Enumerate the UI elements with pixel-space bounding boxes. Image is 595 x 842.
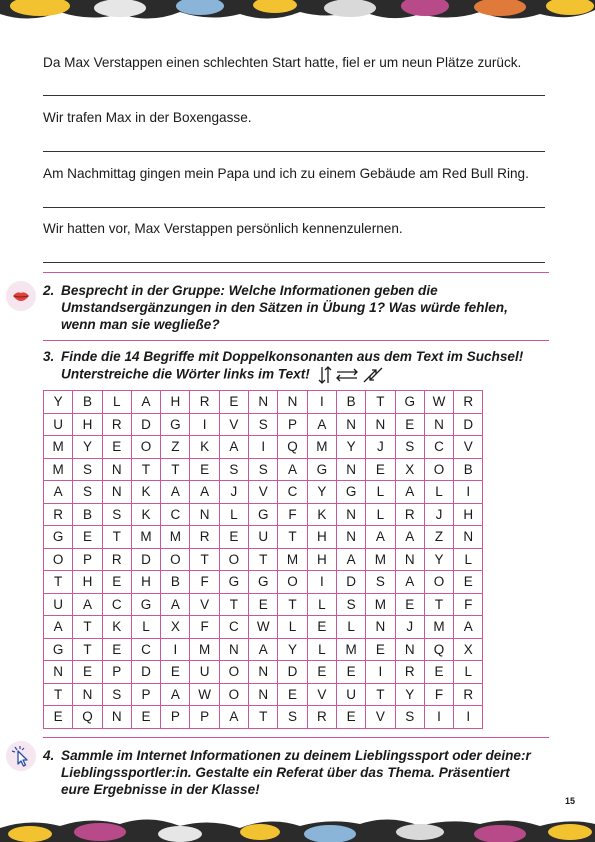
- task-4: [43, 747, 563, 798]
- grid-cell[interactable]: R: [44, 503, 73, 526]
- grid-cell[interactable]: E: [73, 526, 102, 549]
- grid-cell[interactable]: K: [131, 481, 160, 504]
- grid-cell[interactable]: E: [190, 458, 219, 481]
- grid-cell[interactable]: E: [424, 661, 453, 684]
- grid-cell[interactable]: C: [131, 638, 160, 661]
- sentence-2: Wir trafen Max in der Boxengasse.: [43, 110, 252, 125]
- grid-cell[interactable]: S: [219, 458, 248, 481]
- grid-cell[interactable]: T: [190, 548, 219, 571]
- grid-cell[interactable]: B: [161, 571, 190, 594]
- grid-row: [44, 683, 483, 706]
- grid-cell[interactable]: U: [44, 593, 73, 616]
- grid-cell[interactable]: O: [219, 548, 248, 571]
- grid-cell[interactable]: K: [307, 503, 336, 526]
- grid-cell[interactable]: C: [102, 593, 131, 616]
- grid-cell[interactable]: Z: [161, 436, 190, 459]
- grid-cell[interactable]: P: [102, 661, 131, 684]
- grid-cell[interactable]: D: [131, 661, 160, 684]
- grid-cell[interactable]: N: [366, 616, 395, 639]
- grid-cell[interactable]: S: [249, 458, 278, 481]
- grid-row: [44, 638, 483, 661]
- grid-cell[interactable]: O: [131, 436, 160, 459]
- grid-cell[interactable]: N: [73, 683, 102, 706]
- grid-cell[interactable]: F: [278, 503, 307, 526]
- grid-cell[interactable]: A: [161, 481, 190, 504]
- word-search-grid: [43, 390, 483, 729]
- grid-cell[interactable]: W: [249, 616, 278, 639]
- grid-cell[interactable]: C: [424, 436, 453, 459]
- grid-cell[interactable]: Y: [73, 436, 102, 459]
- grid-cell[interactable]: N: [249, 683, 278, 706]
- grid-cell[interactable]: T: [73, 616, 102, 639]
- grid-cell[interactable]: E: [307, 616, 336, 639]
- grid-cell[interactable]: I: [454, 706, 483, 729]
- grid-cell[interactable]: X: [395, 458, 424, 481]
- grid-cell[interactable]: V: [249, 481, 278, 504]
- grid-cell[interactable]: Y: [424, 548, 453, 571]
- grid-cell[interactable]: L: [219, 503, 248, 526]
- grid-row: [44, 391, 483, 414]
- grid-cell[interactable]: A: [336, 548, 365, 571]
- grid-cell[interactable]: O: [161, 548, 190, 571]
- grid-cell[interactable]: A: [249, 638, 278, 661]
- grid-cell[interactable]: A: [278, 458, 307, 481]
- task-4-line: Lieblingssportler:in. Gestalte ein Referat über das Thema. Präsentiert: [61, 765, 510, 780]
- task-3-line: Unterstreiche die Wörter links im Text!: [61, 366, 310, 382]
- grid-cell[interactable]: H: [131, 571, 160, 594]
- grid-cell[interactable]: I: [454, 481, 483, 504]
- grid-cell[interactable]: V: [219, 413, 248, 436]
- grid-cell[interactable]: E: [102, 436, 131, 459]
- grid-cell[interactable]: H: [161, 391, 190, 414]
- grid-cell[interactable]: G: [395, 391, 424, 414]
- grid-cell[interactable]: P: [131, 683, 160, 706]
- answer-line[interactable]: [43, 207, 545, 208]
- grid-cell[interactable]: I: [249, 436, 278, 459]
- grid-cell[interactable]: C: [278, 481, 307, 504]
- grid-cell[interactable]: S: [336, 593, 365, 616]
- grid-cell[interactable]: F: [190, 571, 219, 594]
- task-3-line: Finde die 14 Begriffe mit Doppelkonsonanten aus dem Text im Suchsel!: [61, 349, 524, 364]
- grid-cell[interactable]: O: [424, 571, 453, 594]
- grid-cell[interactable]: E: [161, 661, 190, 684]
- grid-cell[interactable]: N: [278, 391, 307, 414]
- grid-cell[interactable]: M: [44, 436, 73, 459]
- grid-cell[interactable]: L: [424, 481, 453, 504]
- grid-row: [44, 616, 483, 639]
- grid-row: [44, 458, 483, 481]
- grid-row: [44, 526, 483, 549]
- grid-cell[interactable]: E: [336, 661, 365, 684]
- grid-cell[interactable]: L: [278, 616, 307, 639]
- section-divider: [43, 737, 549, 738]
- grid-cell[interactable]: G: [249, 571, 278, 594]
- grid-cell[interactable]: M: [424, 616, 453, 639]
- grid-cell[interactable]: E: [395, 593, 424, 616]
- grid-cell[interactable]: N: [366, 413, 395, 436]
- grid-cell[interactable]: T: [219, 593, 248, 616]
- grid-cell[interactable]: E: [366, 458, 395, 481]
- grid-row: [44, 593, 483, 616]
- task-4-line: Sammle im Internet Informationen zu deinem Lieblingssport oder deine:r: [61, 748, 531, 763]
- grid-cell[interactable]: A: [44, 481, 73, 504]
- grid-cell[interactable]: X: [161, 616, 190, 639]
- grid-row: [44, 571, 483, 594]
- grid-cell[interactable]: I: [161, 638, 190, 661]
- task-number: 2.: [43, 283, 55, 298]
- grid-cell[interactable]: D: [278, 661, 307, 684]
- grid-cell[interactable]: B: [336, 391, 365, 414]
- grid-cell[interactable]: R: [395, 661, 424, 684]
- task-2-line: Umstandsergänzungen in den Sätzen in Übung 1? Was würde fehlen,: [61, 300, 508, 315]
- grid-cell[interactable]: R: [454, 391, 483, 414]
- grid-cell[interactable]: N: [249, 391, 278, 414]
- grid-cell[interactable]: R: [102, 413, 131, 436]
- grid-cell[interactable]: R: [307, 706, 336, 729]
- grid-cell[interactable]: T: [249, 548, 278, 571]
- grid-cell[interactable]: A: [44, 616, 73, 639]
- grid-cell[interactable]: D: [454, 413, 483, 436]
- grid-cell[interactable]: E: [219, 391, 248, 414]
- grid-cell[interactable]: N: [102, 458, 131, 481]
- cursor-click-icon: [6, 741, 36, 771]
- answer-line[interactable]: [43, 151, 545, 152]
- grid-cell[interactable]: G: [161, 413, 190, 436]
- grid-cell[interactable]: N: [44, 661, 73, 684]
- grid-cell[interactable]: Q: [73, 706, 102, 729]
- grid-cell[interactable]: Y: [307, 481, 336, 504]
- grid-cell[interactable]: E: [102, 638, 131, 661]
- grid-cell[interactable]: J: [424, 503, 453, 526]
- grid-cell[interactable]: P: [190, 706, 219, 729]
- task-number: 4.: [43, 748, 55, 763]
- grid-cell[interactable]: K: [190, 436, 219, 459]
- grid-cell[interactable]: S: [278, 706, 307, 729]
- grid-cell[interactable]: N: [395, 638, 424, 661]
- grid-cell[interactable]: E: [336, 706, 365, 729]
- grid-cell[interactable]: Q: [278, 436, 307, 459]
- grid-cell[interactable]: N: [190, 503, 219, 526]
- grid-cell[interactable]: E: [44, 706, 73, 729]
- grid-cell[interactable]: E: [395, 413, 424, 436]
- grid-cell[interactable]: A: [454, 616, 483, 639]
- grid-cell[interactable]: K: [131, 503, 160, 526]
- grid-cell[interactable]: I: [307, 391, 336, 414]
- grid-row: [44, 661, 483, 684]
- grid-cell[interactable]: H: [307, 526, 336, 549]
- grid-cell[interactable]: Y: [44, 391, 73, 414]
- sentence-1: Da Max Verstappen einen schlechten Start hatte, fiel er um neun Plätze zurück.: [43, 55, 522, 70]
- grid-cell[interactable]: G: [44, 638, 73, 661]
- grid-cell[interactable]: G: [131, 593, 160, 616]
- top-decorative-border: [0, 0, 595, 24]
- grid-cell[interactable]: G: [307, 458, 336, 481]
- grid-cell[interactable]: M: [190, 638, 219, 661]
- grid-row: [44, 413, 483, 436]
- task-2-line: Besprecht in der Gruppe: Welche Informationen geben die: [61, 283, 438, 298]
- grid-cell[interactable]: W: [424, 391, 453, 414]
- grid-cell[interactable]: T: [366, 391, 395, 414]
- grid-cell[interactable]: O: [219, 683, 248, 706]
- sentence-4: Wir hatten vor, Max Verstappen persönlich kennenzulernen.: [43, 221, 403, 236]
- grid-cell[interactable]: R: [190, 526, 219, 549]
- mouth-icon: [6, 281, 36, 311]
- grid-cell[interactable]: Y: [336, 436, 365, 459]
- grid-cell[interactable]: O: [44, 548, 73, 571]
- grid-cell[interactable]: N: [336, 503, 365, 526]
- grid-cell[interactable]: B: [73, 391, 102, 414]
- grid-cell[interactable]: V: [454, 436, 483, 459]
- task-2-line: wenn man sie wegließe?: [61, 317, 220, 332]
- grid-row: [44, 503, 483, 526]
- grid-cell[interactable]: A: [219, 706, 248, 729]
- grid-cell[interactable]: P: [278, 413, 307, 436]
- grid-cell[interactable]: G: [219, 571, 248, 594]
- grid-cell[interactable]: R: [190, 391, 219, 414]
- grid-cell[interactable]: T: [102, 526, 131, 549]
- grid-cell[interactable]: A: [395, 481, 424, 504]
- grid-cell[interactable]: A: [190, 481, 219, 504]
- grid-cell[interactable]: N: [219, 638, 248, 661]
- grid-cell[interactable]: M: [161, 526, 190, 549]
- grid-cell[interactable]: S: [395, 706, 424, 729]
- grid-cell[interactable]: S: [102, 503, 131, 526]
- diagonal-arrows-icon: [362, 366, 384, 384]
- grid-cell[interactable]: K: [102, 616, 131, 639]
- grid-cell[interactable]: G: [336, 481, 365, 504]
- vertical-arrows-icon: [318, 365, 332, 385]
- grid-cell[interactable]: Q: [424, 638, 453, 661]
- grid-cell[interactable]: L: [307, 593, 336, 616]
- grid-cell[interactable]: O: [219, 661, 248, 684]
- grid-cell[interactable]: X: [454, 638, 483, 661]
- grid-cell[interactable]: E: [278, 683, 307, 706]
- grid-cell[interactable]: D: [131, 413, 160, 436]
- grid-cell[interactable]: Y: [278, 638, 307, 661]
- grid-cell[interactable]: E: [131, 706, 160, 729]
- grid-cell[interactable]: T: [366, 683, 395, 706]
- grid-cell[interactable]: L: [454, 661, 483, 684]
- grid-cell[interactable]: Z: [424, 526, 453, 549]
- grid-cell[interactable]: D: [336, 571, 365, 594]
- grid-cell[interactable]: B: [454, 458, 483, 481]
- grid-cell[interactable]: R: [102, 548, 131, 571]
- grid-cell[interactable]: I: [307, 571, 336, 594]
- grid-cell[interactable]: T: [278, 526, 307, 549]
- grid-cell[interactable]: N: [395, 548, 424, 571]
- grid-cell[interactable]: T: [44, 683, 73, 706]
- grid-cell[interactable]: A: [131, 391, 160, 414]
- grid-cell[interactable]: T: [249, 706, 278, 729]
- grid-cell[interactable]: S: [73, 458, 102, 481]
- grid-row: [44, 481, 483, 504]
- grid-cell[interactable]: B: [73, 503, 102, 526]
- grid-cell[interactable]: O: [424, 458, 453, 481]
- grid-cell[interactable]: E: [307, 661, 336, 684]
- grid-cell[interactable]: N: [336, 413, 365, 436]
- grid-cell[interactable]: T: [424, 593, 453, 616]
- grid-cell[interactable]: F: [424, 683, 453, 706]
- grid-row: [44, 436, 483, 459]
- grid-cell[interactable]: I: [366, 661, 395, 684]
- grid-cell[interactable]: H: [73, 413, 102, 436]
- grid-cell[interactable]: I: [424, 706, 453, 729]
- horizontal-arrows-icon: [335, 367, 359, 383]
- grid-cell[interactable]: D: [131, 548, 160, 571]
- grid-cell[interactable]: A: [219, 436, 248, 459]
- grid-cell[interactable]: A: [307, 413, 336, 436]
- grid-cell[interactable]: S: [249, 413, 278, 436]
- grid-cell[interactable]: T: [278, 593, 307, 616]
- grid-cell[interactable]: N: [454, 526, 483, 549]
- grid-cell[interactable]: H: [454, 503, 483, 526]
- grid-row: [44, 548, 483, 571]
- grid-cell[interactable]: L: [454, 548, 483, 571]
- grid-cell[interactable]: M: [366, 548, 395, 571]
- grid-cell[interactable]: P: [161, 706, 190, 729]
- grid-cell[interactable]: U: [190, 661, 219, 684]
- grid-cell[interactable]: L: [366, 503, 395, 526]
- grid-cell[interactable]: E: [249, 593, 278, 616]
- task-2: [43, 282, 553, 333]
- grid-cell[interactable]: S: [102, 683, 131, 706]
- grid-cell[interactable]: M: [307, 436, 336, 459]
- section-divider: [43, 272, 549, 273]
- grid-cell[interactable]: N: [102, 481, 131, 504]
- task-3: [43, 348, 563, 385]
- grid-cell[interactable]: E: [366, 638, 395, 661]
- grid-cell[interactable]: E: [219, 526, 248, 549]
- grid-cell[interactable]: L: [102, 391, 131, 414]
- section-divider: [43, 340, 549, 341]
- grid-cell[interactable]: M: [44, 458, 73, 481]
- grid-cell[interactable]: J: [366, 436, 395, 459]
- grid-cell[interactable]: A: [366, 526, 395, 549]
- grid-cell[interactable]: S: [366, 571, 395, 594]
- grid-cell[interactable]: S: [73, 481, 102, 504]
- grid-cell[interactable]: N: [424, 413, 453, 436]
- grid-cell[interactable]: C: [219, 616, 248, 639]
- task-4-line: eure Ergebnisse in der Klasse!: [61, 782, 260, 797]
- grid-cell[interactable]: V: [307, 683, 336, 706]
- grid-cell[interactable]: F: [454, 593, 483, 616]
- page-number: 15: [564, 796, 575, 806]
- grid-cell[interactable]: T: [131, 458, 160, 481]
- grid-cell[interactable]: L: [131, 616, 160, 639]
- grid-cell[interactable]: G: [249, 503, 278, 526]
- grid-cell[interactable]: U: [249, 526, 278, 549]
- grid-cell[interactable]: E: [454, 571, 483, 594]
- grid-cell[interactable]: M: [336, 638, 365, 661]
- grid-cell[interactable]: L: [307, 638, 336, 661]
- grid-cell[interactable]: N: [336, 458, 365, 481]
- grid-cell[interactable]: T: [44, 571, 73, 594]
- grid-cell[interactable]: N: [249, 661, 278, 684]
- grid-cell[interactable]: T: [161, 458, 190, 481]
- grid-cell[interactable]: A: [73, 593, 102, 616]
- grid-cell[interactable]: N: [102, 706, 131, 729]
- grid-cell[interactable]: M: [131, 526, 160, 549]
- grid-cell[interactable]: L: [366, 481, 395, 504]
- grid-cell[interactable]: A: [395, 526, 424, 549]
- task-number: 3.: [43, 349, 55, 364]
- grid-cell[interactable]: H: [73, 571, 102, 594]
- answer-line[interactable]: [43, 95, 545, 96]
- grid-cell[interactable]: C: [161, 503, 190, 526]
- grid-cell[interactable]: A: [161, 683, 190, 706]
- grid-cell[interactable]: G: [44, 526, 73, 549]
- bottom-decorative-border: [0, 812, 595, 842]
- grid-cell[interactable]: N: [336, 526, 365, 549]
- grid-cell[interactable]: F: [190, 616, 219, 639]
- grid-cell[interactable]: H: [307, 548, 336, 571]
- grid-cell[interactable]: W: [190, 683, 219, 706]
- grid-cell[interactable]: L: [336, 616, 365, 639]
- grid-cell[interactable]: T: [73, 638, 102, 661]
- grid-cell[interactable]: V: [366, 706, 395, 729]
- grid-cell[interactable]: M: [278, 548, 307, 571]
- grid-cell[interactable]: M: [366, 593, 395, 616]
- grid-cell[interactable]: U: [336, 683, 365, 706]
- grid-row: [44, 706, 483, 729]
- grid-cell[interactable]: J: [219, 481, 248, 504]
- grid-cell[interactable]: A: [395, 571, 424, 594]
- grid-cell[interactable]: Y: [395, 683, 424, 706]
- grid-cell[interactable]: E: [102, 571, 131, 594]
- grid-cell[interactable]: I: [190, 413, 219, 436]
- answer-line[interactable]: [43, 262, 545, 263]
- grid-cell[interactable]: O: [278, 571, 307, 594]
- grid-cell[interactable]: P: [73, 548, 102, 571]
- grid-cell[interactable]: V: [190, 593, 219, 616]
- sentence-3: Am Nachmittag gingen mein Papa und ich zu einem Gebäude am Red Bull Ring.: [43, 166, 529, 181]
- grid-cell[interactable]: J: [395, 616, 424, 639]
- grid-cell[interactable]: S: [395, 436, 424, 459]
- grid-cell[interactable]: A: [161, 593, 190, 616]
- grid-cell[interactable]: R: [395, 503, 424, 526]
- grid-cell[interactable]: R: [454, 683, 483, 706]
- grid-cell[interactable]: U: [44, 413, 73, 436]
- grid-cell[interactable]: E: [73, 661, 102, 684]
